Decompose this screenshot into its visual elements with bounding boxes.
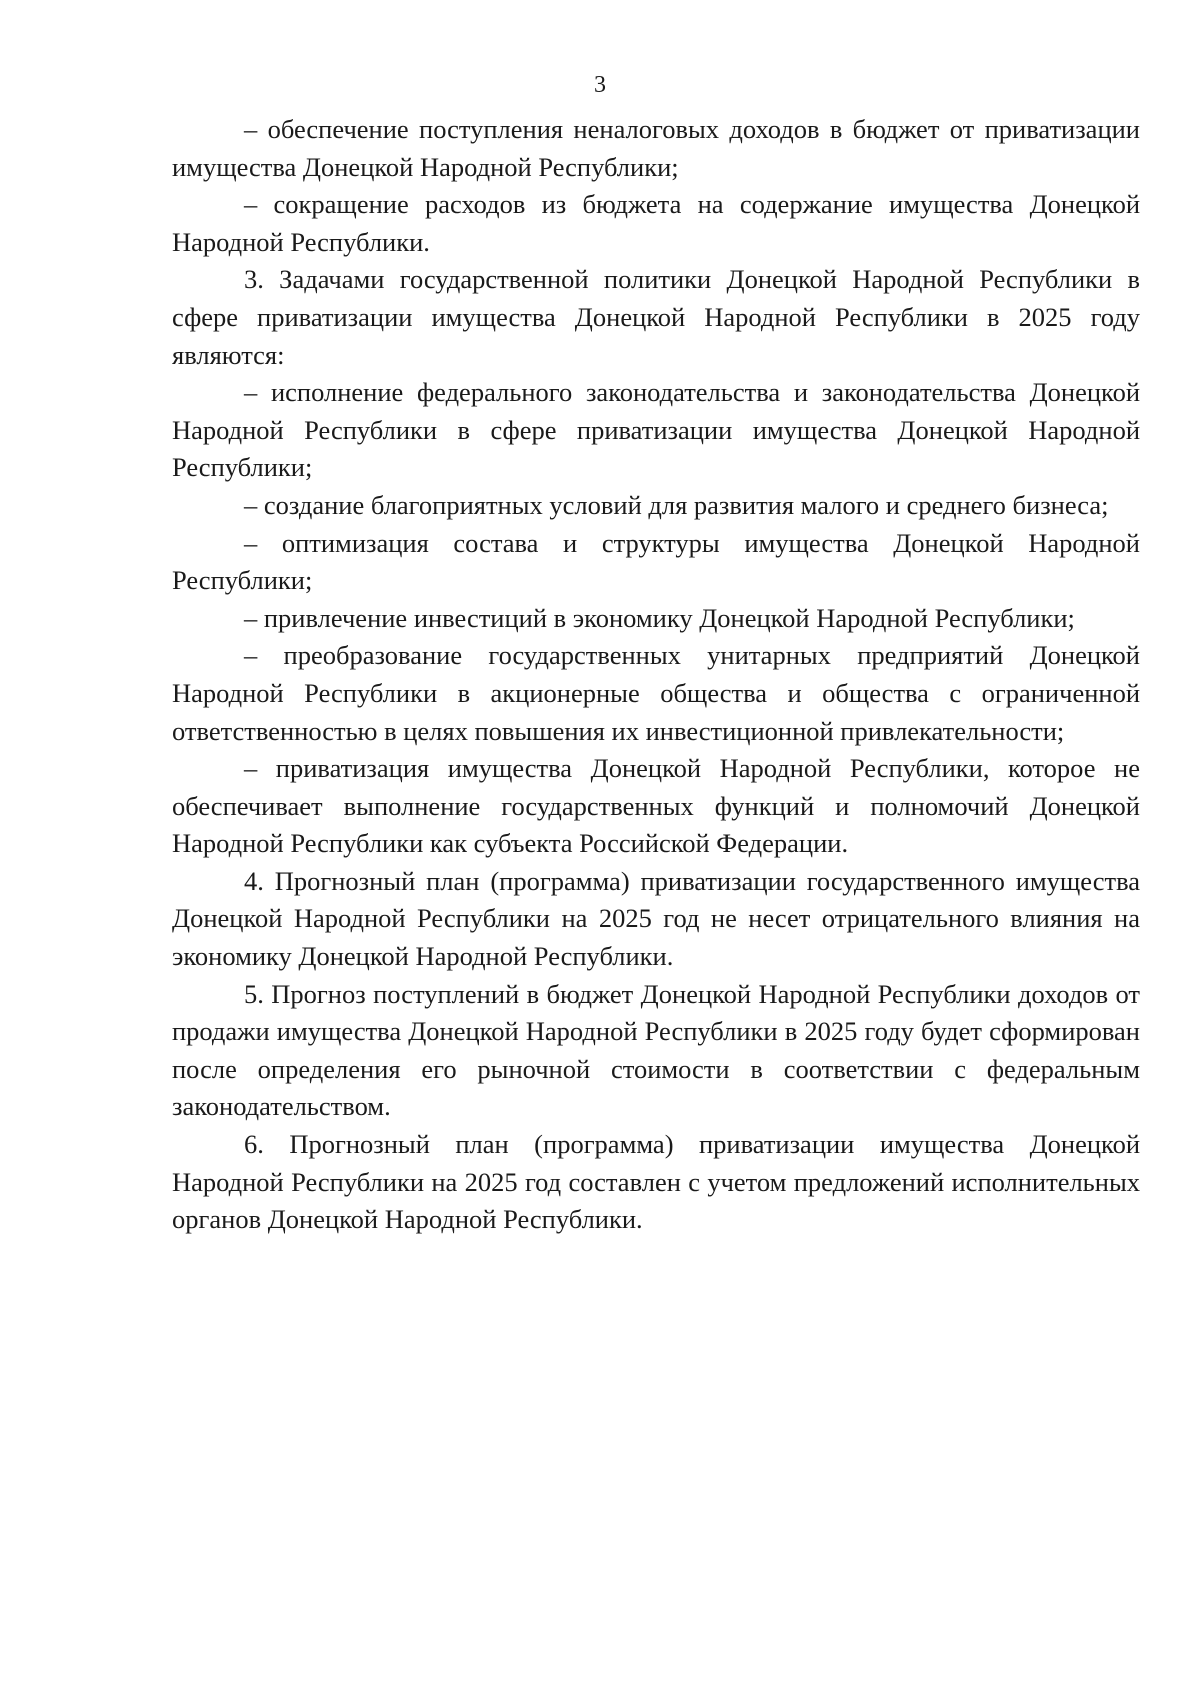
paragraph-task-investment: – привлечение инвестиций в экономику Донецкой Народной Республики; [244,602,1075,633]
paragraph-task-transformation: – преобразование государственных унитарных предприятий Донецкой Народной Республики в акционерные общества и общества с ограниченной ответственностью в целях повышения их инвестиционной привлекательности; [172,640,1140,746]
paragraph-task-optimization: – оптимизация состава и структуры имущества Донецкой Народной Республики; [172,527,1140,596]
paragraph-task-legislation: – исполнение федерального законодательства и законодательства Донецкой Народной Республики в сфере приватизации имущества Донецкой Народной Республики; [172,377,1140,483]
paragraph-goal-reduce-expenses: – сокращение расходов из бюджета на содержание имущества Донецкой Народной Республики. [172,189,1140,257]
paragraph-task-privatization: – приватизация имущества Донецкой Народной Республики, которое не обеспечивает выполнение государственных функций и полномочий Донецкой Народной Республики как субъекта Российской Федерации. [172,753,1140,859]
page-number: 3 [594,72,606,98]
paragraph-section-4: 4. Прогнозный план (программа) приватизации государственного имущества Донецкой Народной Республики на 2025 год не несет отрицательного влияния на экономику Донецкой Народной Республики. [172,865,1140,972]
paragraph-task-small-business: – создание благоприятных условий для развития малого и среднего бизнеса; [244,489,1109,520]
paragraph-goal-nontax-revenue: – обеспечение поступления неналоговых доходов в бюджет от приватизации имущества Донецкой Народной Республики; [172,114,1140,182]
paragraph-section-5: 5. Прогноз поступлений в бюджет Донецкой Народной Республики доходов от продажи имущества Донецкой Народной Республики в 2025 году будет сформирован после определения его рыночной стоимости в соответствии с федеральным законодательством. [172,978,1140,1122]
paragraph-section-6: 6. Прогнозный план (программа) приватизации имущества Донецкой Народной Республики на 2025 год составлен с учетом предложений исполнительных органов Донецкой Народной Республики. [172,1129,1140,1235]
document-body [172,111,1140,1239]
paragraph-section-3-tasks: 3. Задачами государственной политики Донецкой Народной Республики в сфере приватизации имущества Донецкой Народной Республики в 2025 году являются: [172,264,1140,370]
